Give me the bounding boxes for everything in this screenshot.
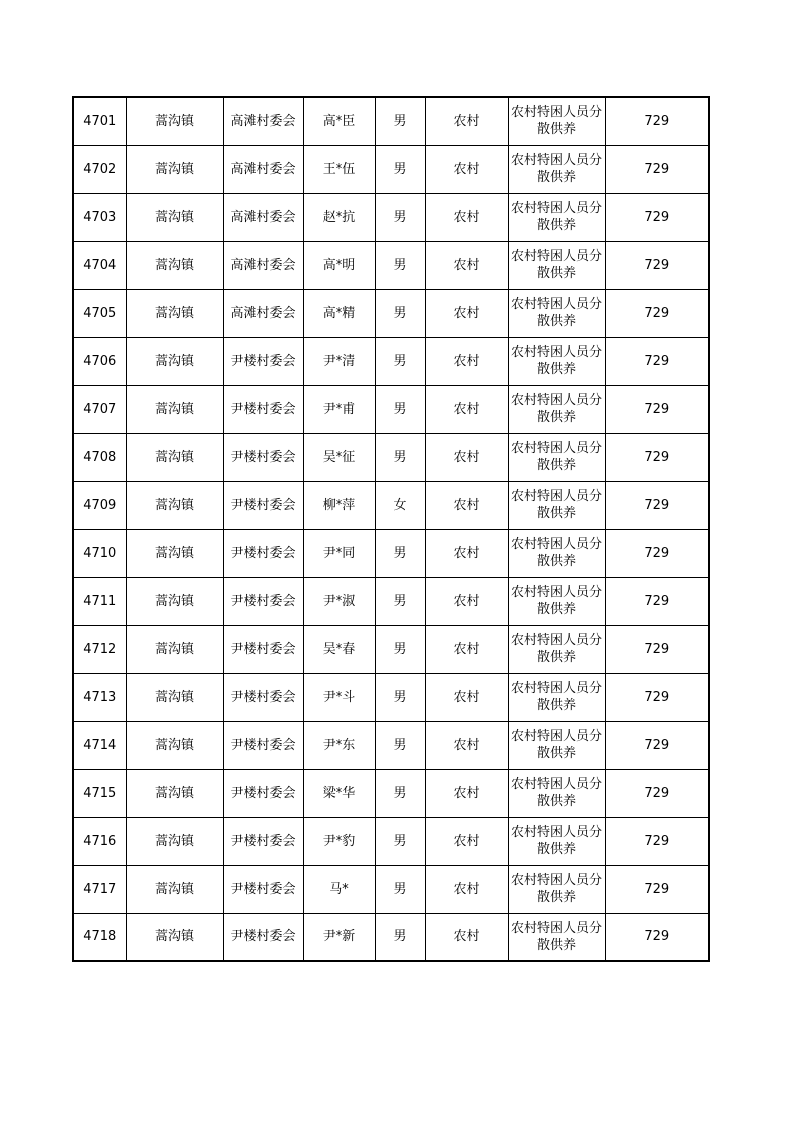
person-name-cell: 高*臣 <box>303 97 375 145</box>
gender-cell: 男 <box>375 769 425 817</box>
support-category-cell: 农村特困人员分散供养 <box>508 145 605 193</box>
village-committee-cell: 尹楼村委会 <box>223 913 303 961</box>
town-cell: 蒿沟镇 <box>126 337 223 385</box>
serial-number-cell: 4712 <box>73 625 126 673</box>
support-category-cell: 农村特困人员分散供养 <box>508 193 605 241</box>
village-committee-cell: 尹楼村委会 <box>223 865 303 913</box>
person-name-cell: 吴*春 <box>303 625 375 673</box>
table-row <box>73 625 709 673</box>
town-cell: 蒿沟镇 <box>126 481 223 529</box>
amount-cell: 729 <box>605 145 709 193</box>
village-committee-cell: 高滩村委会 <box>223 97 303 145</box>
serial-number-cell: 4714 <box>73 721 126 769</box>
area-type-cell: 农村 <box>425 817 508 865</box>
person-name-cell: 高*精 <box>303 289 375 337</box>
table-row <box>73 337 709 385</box>
town-cell: 蒿沟镇 <box>126 145 223 193</box>
serial-number-cell: 4710 <box>73 529 126 577</box>
support-category-cell: 农村特困人员分散供养 <box>508 577 605 625</box>
amount-cell: 729 <box>605 481 709 529</box>
serial-number-cell: 4717 <box>73 865 126 913</box>
area-type-cell: 农村 <box>425 433 508 481</box>
table-row <box>73 529 709 577</box>
gender-cell: 男 <box>375 529 425 577</box>
amount-cell: 729 <box>605 529 709 577</box>
gender-cell: 男 <box>375 577 425 625</box>
support-category-cell: 农村特困人员分散供养 <box>508 817 605 865</box>
table-row <box>73 289 709 337</box>
serial-number-cell: 4704 <box>73 241 126 289</box>
amount-cell: 729 <box>605 289 709 337</box>
area-type-cell: 农村 <box>425 385 508 433</box>
amount-cell: 729 <box>605 817 709 865</box>
serial-number-cell: 4706 <box>73 337 126 385</box>
village-committee-cell: 尹楼村委会 <box>223 769 303 817</box>
area-type-cell: 农村 <box>425 865 508 913</box>
serial-number-cell: 4702 <box>73 145 126 193</box>
table-row <box>73 385 709 433</box>
town-cell: 蒿沟镇 <box>126 625 223 673</box>
area-type-cell: 农村 <box>425 529 508 577</box>
town-cell: 蒿沟镇 <box>126 385 223 433</box>
person-name-cell: 柳*萍 <box>303 481 375 529</box>
support-category-cell: 农村特困人员分散供养 <box>508 529 605 577</box>
amount-cell: 729 <box>605 433 709 481</box>
town-cell: 蒿沟镇 <box>126 577 223 625</box>
village-committee-cell: 尹楼村委会 <box>223 673 303 721</box>
support-category-cell: 农村特困人员分散供养 <box>508 625 605 673</box>
support-category-cell: 农村特困人员分散供养 <box>508 289 605 337</box>
town-cell: 蒿沟镇 <box>126 97 223 145</box>
amount-cell: 729 <box>605 913 709 961</box>
town-cell: 蒿沟镇 <box>126 241 223 289</box>
serial-number-cell: 4708 <box>73 433 126 481</box>
serial-number-cell: 4718 <box>73 913 126 961</box>
person-name-cell: 王*伍 <box>303 145 375 193</box>
gender-cell: 男 <box>375 145 425 193</box>
town-cell: 蒿沟镇 <box>126 913 223 961</box>
amount-cell: 729 <box>605 721 709 769</box>
town-cell: 蒿沟镇 <box>126 721 223 769</box>
person-name-cell: 赵*抗 <box>303 193 375 241</box>
town-cell: 蒿沟镇 <box>126 673 223 721</box>
village-committee-cell: 尹楼村委会 <box>223 625 303 673</box>
village-committee-cell: 尹楼村委会 <box>223 529 303 577</box>
serial-number-cell: 4703 <box>73 193 126 241</box>
table-row <box>73 721 709 769</box>
area-type-cell: 农村 <box>425 289 508 337</box>
village-committee-cell: 高滩村委会 <box>223 193 303 241</box>
support-category-cell: 农村特困人员分散供养 <box>508 241 605 289</box>
support-category-cell: 农村特困人员分散供养 <box>508 769 605 817</box>
table-row <box>73 145 709 193</box>
person-name-cell: 尹*同 <box>303 529 375 577</box>
table-row <box>73 913 709 961</box>
town-cell: 蒿沟镇 <box>126 769 223 817</box>
gender-cell: 男 <box>375 241 425 289</box>
gender-cell: 男 <box>375 385 425 433</box>
support-category-cell: 农村特困人员分散供养 <box>508 721 605 769</box>
amount-cell: 729 <box>605 865 709 913</box>
village-committee-cell: 高滩村委会 <box>223 145 303 193</box>
table-row <box>73 97 709 145</box>
amount-cell: 729 <box>605 577 709 625</box>
person-name-cell: 尹*斗 <box>303 673 375 721</box>
table-row <box>73 241 709 289</box>
area-type-cell: 农村 <box>425 769 508 817</box>
table-body <box>73 97 709 961</box>
table-row <box>73 817 709 865</box>
area-type-cell: 农村 <box>425 673 508 721</box>
serial-number-cell: 4707 <box>73 385 126 433</box>
area-type-cell: 农村 <box>425 97 508 145</box>
amount-cell: 729 <box>605 385 709 433</box>
gender-cell: 男 <box>375 97 425 145</box>
support-category-cell: 农村特困人员分散供养 <box>508 865 605 913</box>
person-name-cell: 尹*东 <box>303 721 375 769</box>
town-cell: 蒿沟镇 <box>126 289 223 337</box>
person-name-cell: 尹*淑 <box>303 577 375 625</box>
village-committee-cell: 高滩村委会 <box>223 241 303 289</box>
gender-cell: 男 <box>375 817 425 865</box>
table-row <box>73 433 709 481</box>
area-type-cell: 农村 <box>425 193 508 241</box>
amount-cell: 729 <box>605 97 709 145</box>
serial-number-cell: 4709 <box>73 481 126 529</box>
village-committee-cell: 尹楼村委会 <box>223 817 303 865</box>
serial-number-cell: 4713 <box>73 673 126 721</box>
area-type-cell: 农村 <box>425 577 508 625</box>
table-row <box>73 577 709 625</box>
area-type-cell: 农村 <box>425 913 508 961</box>
gender-cell: 男 <box>375 433 425 481</box>
village-committee-cell: 尹楼村委会 <box>223 385 303 433</box>
gender-cell: 男 <box>375 193 425 241</box>
table-row <box>73 193 709 241</box>
amount-cell: 729 <box>605 337 709 385</box>
serial-number-cell: 4705 <box>73 289 126 337</box>
gender-cell: 男 <box>375 673 425 721</box>
gender-cell: 男 <box>375 721 425 769</box>
area-type-cell: 农村 <box>425 241 508 289</box>
town-cell: 蒿沟镇 <box>126 193 223 241</box>
amount-cell: 729 <box>605 769 709 817</box>
amount-cell: 729 <box>605 241 709 289</box>
gender-cell: 男 <box>375 865 425 913</box>
gender-cell: 男 <box>375 289 425 337</box>
gender-cell: 男 <box>375 625 425 673</box>
amount-cell: 729 <box>605 193 709 241</box>
area-type-cell: 农村 <box>425 145 508 193</box>
person-name-cell: 吴*征 <box>303 433 375 481</box>
table-row <box>73 865 709 913</box>
village-committee-cell: 尹楼村委会 <box>223 481 303 529</box>
town-cell: 蒿沟镇 <box>126 529 223 577</box>
village-committee-cell: 尹楼村委会 <box>223 337 303 385</box>
support-category-cell: 农村特困人员分散供养 <box>508 385 605 433</box>
table-row <box>73 481 709 529</box>
records-table <box>72 96 710 962</box>
person-name-cell: 尹*豹 <box>303 817 375 865</box>
village-committee-cell: 高滩村委会 <box>223 289 303 337</box>
gender-cell: 男 <box>375 337 425 385</box>
village-committee-cell: 尹楼村委会 <box>223 721 303 769</box>
support-category-cell: 农村特困人员分散供养 <box>508 481 605 529</box>
area-type-cell: 农村 <box>425 625 508 673</box>
town-cell: 蒿沟镇 <box>126 865 223 913</box>
table-row <box>73 769 709 817</box>
serial-number-cell: 4716 <box>73 817 126 865</box>
support-category-cell: 农村特困人员分散供养 <box>508 433 605 481</box>
table-row <box>73 673 709 721</box>
area-type-cell: 农村 <box>425 481 508 529</box>
serial-number-cell: 4715 <box>73 769 126 817</box>
village-committee-cell: 尹楼村委会 <box>223 433 303 481</box>
support-category-cell: 农村特困人员分散供养 <box>508 97 605 145</box>
support-category-cell: 农村特困人员分散供养 <box>508 913 605 961</box>
person-name-cell: 马* <box>303 865 375 913</box>
person-name-cell: 尹*清 <box>303 337 375 385</box>
person-name-cell: 梁*华 <box>303 769 375 817</box>
serial-number-cell: 4701 <box>73 97 126 145</box>
serial-number-cell: 4711 <box>73 577 126 625</box>
gender-cell: 男 <box>375 913 425 961</box>
support-category-cell: 农村特困人员分散供养 <box>508 673 605 721</box>
gender-cell: 女 <box>375 481 425 529</box>
person-name-cell: 尹*甫 <box>303 385 375 433</box>
person-name-cell: 尹*新 <box>303 913 375 961</box>
support-category-cell: 农村特困人员分散供养 <box>508 337 605 385</box>
area-type-cell: 农村 <box>425 721 508 769</box>
area-type-cell: 农村 <box>425 337 508 385</box>
amount-cell: 729 <box>605 625 709 673</box>
town-cell: 蒿沟镇 <box>126 817 223 865</box>
person-name-cell: 高*明 <box>303 241 375 289</box>
village-committee-cell: 尹楼村委会 <box>223 577 303 625</box>
amount-cell: 729 <box>605 673 709 721</box>
town-cell: 蒿沟镇 <box>126 433 223 481</box>
